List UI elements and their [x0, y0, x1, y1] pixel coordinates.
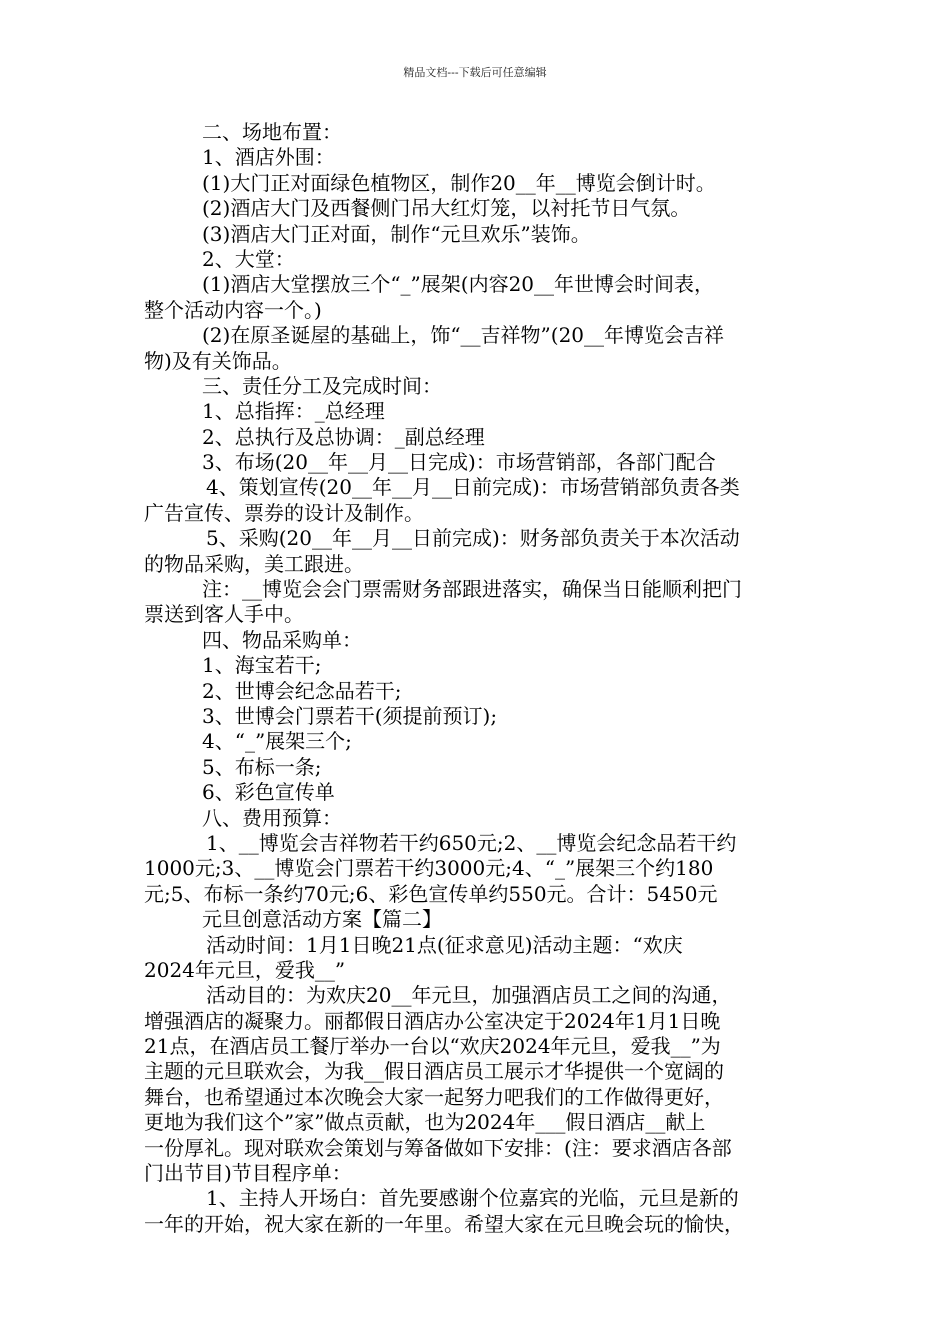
paragraph-line: 1000元;3、__博览会门票若干约3000元;4、“_”展架三个约180 — [144, 856, 714, 881]
paragraph-line: 广告宣传、票券的设计及制作。 — [144, 500, 424, 525]
subsection-heading: 1、酒店外围： — [202, 145, 335, 170]
paragraph-line: 主题的元旦联欢会，为我__假日酒店员工展示才华提供一个宽阔的 — [144, 1059, 724, 1084]
section-heading: 四、物品采购单： — [202, 627, 362, 652]
paragraph-line: (2)在原圣诞屋的基础上，饰“__吉祥物”(20__年博览会吉祥 — [202, 323, 725, 348]
paragraph-line: 2024年元旦，爱我__” — [144, 957, 346, 982]
paragraph-line: 门出节目)节目程序单： — [144, 1161, 352, 1186]
list-item: 2、世博会纪念品若干; — [202, 678, 402, 703]
document-body — [144, 120, 824, 1237]
paragraph-line: 一年的开始，祝大家在新的一年里。希望大家在元旦晚会玩的愉快， — [144, 1211, 744, 1236]
paragraph-line: 整个活动内容一个。) — [144, 297, 322, 322]
list-item: 6、彩色宣传单 — [202, 780, 335, 805]
section-heading: 八、费用预算： — [202, 805, 342, 830]
paragraph-line: 3、布场(20__年__月__日完成)：市场营销部，各部门配合 — [202, 450, 716, 475]
list-item: 3、世博会门票若干(须提前预订); — [202, 703, 498, 728]
paragraph-line: 舞台，也希望通过本次晚会大家一起努力吧我们的工作做得更好， — [144, 1084, 724, 1109]
paragraph-line: (1)酒店大堂摆放三个“_”展架(内容20__年世博会时间表， — [202, 272, 715, 297]
subsection-heading: 2、大堂： — [202, 246, 295, 271]
paragraph-line: 元;5、布标一条约70元;6、彩色宣传单约550元。合计：5450元 — [144, 881, 718, 906]
paragraph-line: 的物品采购，美工跟进。 — [144, 551, 364, 576]
paragraph-line: (2)酒店大门及西餐侧门吊大红灯笼，以衬托节日气氛。 — [202, 196, 691, 221]
paragraph-line: 21点，在酒店员工餐厅举办一台以“欢庆2024年元旦，爱我__”为 — [144, 1034, 721, 1059]
page-header: 精品文档---下载后可任意编辑 — [403, 66, 547, 79]
paragraph-line: 增强酒店的凝聚力。丽都假日酒店办公室决定于2024年1月1日晚 — [144, 1008, 721, 1033]
list-item: 4、“_”展架三个; — [202, 729, 352, 754]
paragraph-line: 活动目的：为欢庆20__年元旦，加强酒店员工之间的沟通， — [206, 983, 732, 1008]
paragraph-line: 1、__博览会吉祥物若干约650元;2、__博览会纪念品若干约 — [206, 830, 737, 855]
article-title: 元旦创意活动方案【篇二】 — [202, 907, 442, 932]
list-item: 5、布标一条; — [202, 754, 322, 779]
paragraph-line: (1)大门正对面绿色植物区，制作20__年__博览会倒计时。 — [202, 170, 716, 195]
paragraph-line: 活动时间：1月1日晚21点(征求意见)活动主题：“欢庆 — [206, 932, 683, 957]
paragraph-line: 2、总执行及总协调：_副总经理 — [202, 424, 485, 449]
paragraph-line: 1、主持人开场白：首先要感谢个位嘉宾的光临，元旦是新的 — [206, 1186, 739, 1211]
paragraph-line: 注：__博览会会门票需财务部跟进落实，确保当日能顺利把门 — [202, 577, 742, 602]
section-heading: 三、责任分工及完成时间： — [202, 373, 442, 398]
paragraph-line: 4、策划宣传(20__年__月__日前完成)：市场营销部负责各类 — [206, 475, 740, 500]
list-item: 1、海宝若干; — [202, 653, 322, 678]
paragraph-line: (3)酒店大门正对面，制作“元旦欢乐”装饰。 — [202, 221, 591, 246]
paragraph-line: 票送到客人手中。 — [144, 602, 304, 627]
section-heading: 二、场地布置： — [202, 120, 342, 144]
paragraph-line: 物)及有关饰品。 — [144, 348, 292, 373]
paragraph-line: 1、总指挥：_总经理 — [202, 399, 385, 424]
paragraph-line: 更地为我们这个”家”做点贡献，也为2024年___假日酒店__献上 — [144, 1110, 706, 1135]
paragraph-line: 5、采购(20__年__月__日前完成)：财务部负责关于本次活动 — [206, 526, 740, 551]
paragraph-line: 一份厚礼。现对联欢会策划与筹备做如下安排：(注：要求酒店各部 — [144, 1135, 732, 1160]
